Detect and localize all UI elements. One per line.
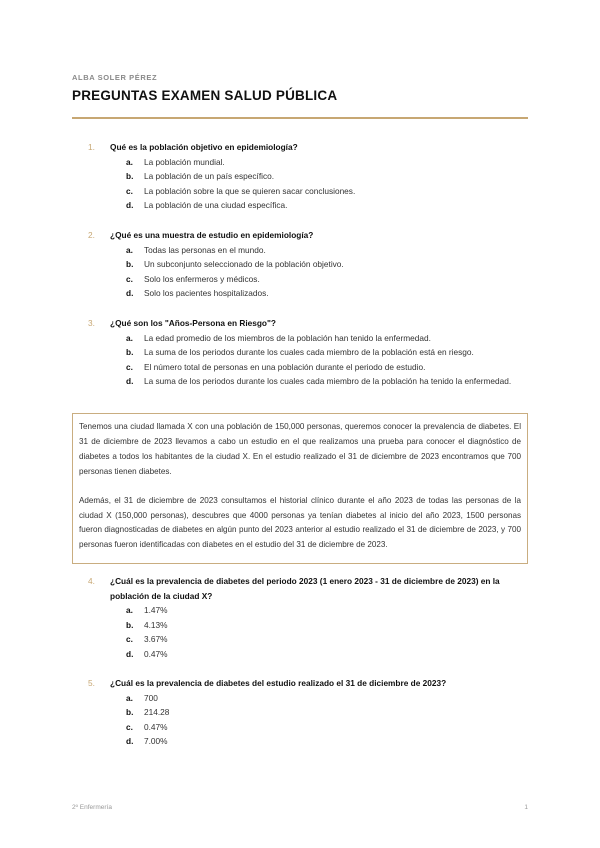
option-item (126, 374, 528, 389)
option-text: 3.67% (144, 634, 168, 644)
option-letter: d. (126, 376, 134, 386)
option-item (126, 632, 528, 647)
option-item (126, 618, 528, 633)
question-1 (88, 140, 528, 213)
option-letter: a. (126, 244, 133, 255)
option-letter: d. (126, 288, 134, 298)
option-letter: d. (126, 736, 134, 746)
option-letter: c. (126, 361, 133, 372)
option-letter: b. (126, 707, 134, 717)
option-item (126, 272, 528, 287)
option-letter: c. (126, 634, 133, 644)
option-text: Un subconjunto seleccionado de la población objetivo. (144, 259, 344, 269)
question-3 (88, 316, 528, 389)
option-text: Todas las personas en el mundo. (144, 244, 266, 255)
option-text: El número total de personas en una población durante el periodo de estudio. (144, 361, 426, 372)
question-text: ¿Qué es una muestra de estudio en epidemiología? (110, 230, 314, 240)
option-text: 0.47% (144, 648, 168, 659)
question-5 (88, 676, 528, 749)
question-number: 1. (88, 142, 95, 152)
option-item (126, 647, 528, 662)
option-letter: c. (126, 721, 133, 732)
option-letter: c. (126, 273, 133, 284)
option-text: 0.47% (144, 721, 168, 732)
question-text: ¿Cuál es la prevalencia de diabetes del periodo 2023 (1 enero 2023 - 31 de diciembre de 2023) en la población de la ciudad X? (110, 576, 500, 601)
option-text: 214.28 (144, 707, 170, 717)
question-number: 3. (88, 318, 95, 328)
case-paragraph-1: Tenemos una ciudad llamada X con una población de 150,000 personas, queremos conocer la prevalencia de diabetes. El 31 de diciembre de 2023 llevamos a cabo un estudio en el que realizamos una prueba para conocer el diagnóstico de diabetes a todos los habitantes de la ciudad X. En el estudio realizado el 31 de diciembre de 2023 encontramos que 700 personas tienen diabetes. (79, 422, 521, 476)
option-letter: d. (126, 200, 134, 210)
option-item (126, 155, 528, 170)
question-number: 4. (88, 576, 95, 586)
page-title: PREGUNTAS EXAMEN SALUD PÚBLICA (72, 88, 338, 103)
option-item (126, 720, 528, 735)
option-item (126, 257, 528, 272)
option-letter: a. (126, 332, 133, 343)
option-item (126, 184, 528, 199)
option-text: Solo los pacientes hospitalizados. (144, 288, 269, 298)
option-item (126, 734, 528, 749)
case-paragraph-2: Además, el 31 de diciembre de 2023 consultamos el historial clínico durante el año 2023 de todas las personas de la ciudad X (150,000 personas), descubres que 4000 personas ya tenían diabetes al inicio del año 2023, 1500 personas fueron diagnosticadas de diabetes en algún punto del 2023 anterior al estudio realizado el 31 de diciembre de 2023, y 700 personas fueron identificadas con diabetes en el estudio del 31 de diciembre de 2023. (79, 495, 521, 550)
question-text: ¿Qué son los "Años-Persona en Riesgo"? (110, 318, 276, 328)
question-number: 2. (88, 230, 95, 240)
option-item (126, 345, 528, 360)
option-letter: a. (126, 156, 133, 167)
option-item (126, 603, 528, 618)
option-item (126, 691, 528, 706)
author-name: ALBA SOLER PÉREZ (72, 73, 158, 82)
option-text: La población de un país específico. (144, 171, 275, 181)
option-letter: c. (126, 185, 133, 196)
option-text: La edad promedio de los miembros de la población han tenido la enfermedad. (144, 332, 431, 343)
question-2 (88, 228, 528, 301)
option-item (126, 286, 528, 301)
option-item (126, 705, 528, 720)
option-item (126, 360, 528, 375)
option-text: La suma de los periodos durante los cuales cada miembro de la población ha tenido la enfermedad. (144, 376, 512, 386)
option-text: La población de una ciudad específica. (144, 200, 288, 210)
option-item (126, 243, 528, 258)
option-letter: b. (126, 259, 134, 269)
question-number: 5. (88, 678, 95, 688)
case-statement-box (72, 413, 528, 564)
option-letter: b. (126, 619, 134, 630)
option-item (126, 169, 528, 184)
option-text: 4.13% (144, 619, 168, 630)
option-text: Solo los enfermeros y médicos. (144, 273, 260, 284)
option-item (126, 331, 528, 346)
question-text: Qué es la población objetivo en epidemiología? (110, 142, 298, 152)
option-text: La población sobre la que se quieren sacar conclusiones. (144, 185, 356, 196)
option-text: La suma de los periodos durante los cuales cada miembro de la población está en riesgo. (144, 347, 474, 357)
option-text: 700 (144, 692, 158, 703)
option-letter: a. (126, 692, 133, 703)
option-text: La población mundial. (144, 156, 225, 167)
footer-course: 2º Enfermería (72, 804, 112, 811)
option-letter: d. (126, 648, 134, 659)
option-text: 7.00% (144, 736, 168, 746)
option-item (126, 198, 528, 213)
option-text: 1.47% (144, 605, 168, 615)
option-letter: a. (126, 605, 133, 615)
page-number: 1 (524, 804, 528, 811)
question-4 (88, 574, 528, 661)
question-text: ¿Cuál es la prevalencia de diabetes del estudio realizado el 31 de diciembre de 2023? (110, 678, 447, 688)
option-letter: b. (126, 171, 134, 181)
option-letter: b. (126, 347, 134, 357)
header-divider (72, 117, 528, 119)
